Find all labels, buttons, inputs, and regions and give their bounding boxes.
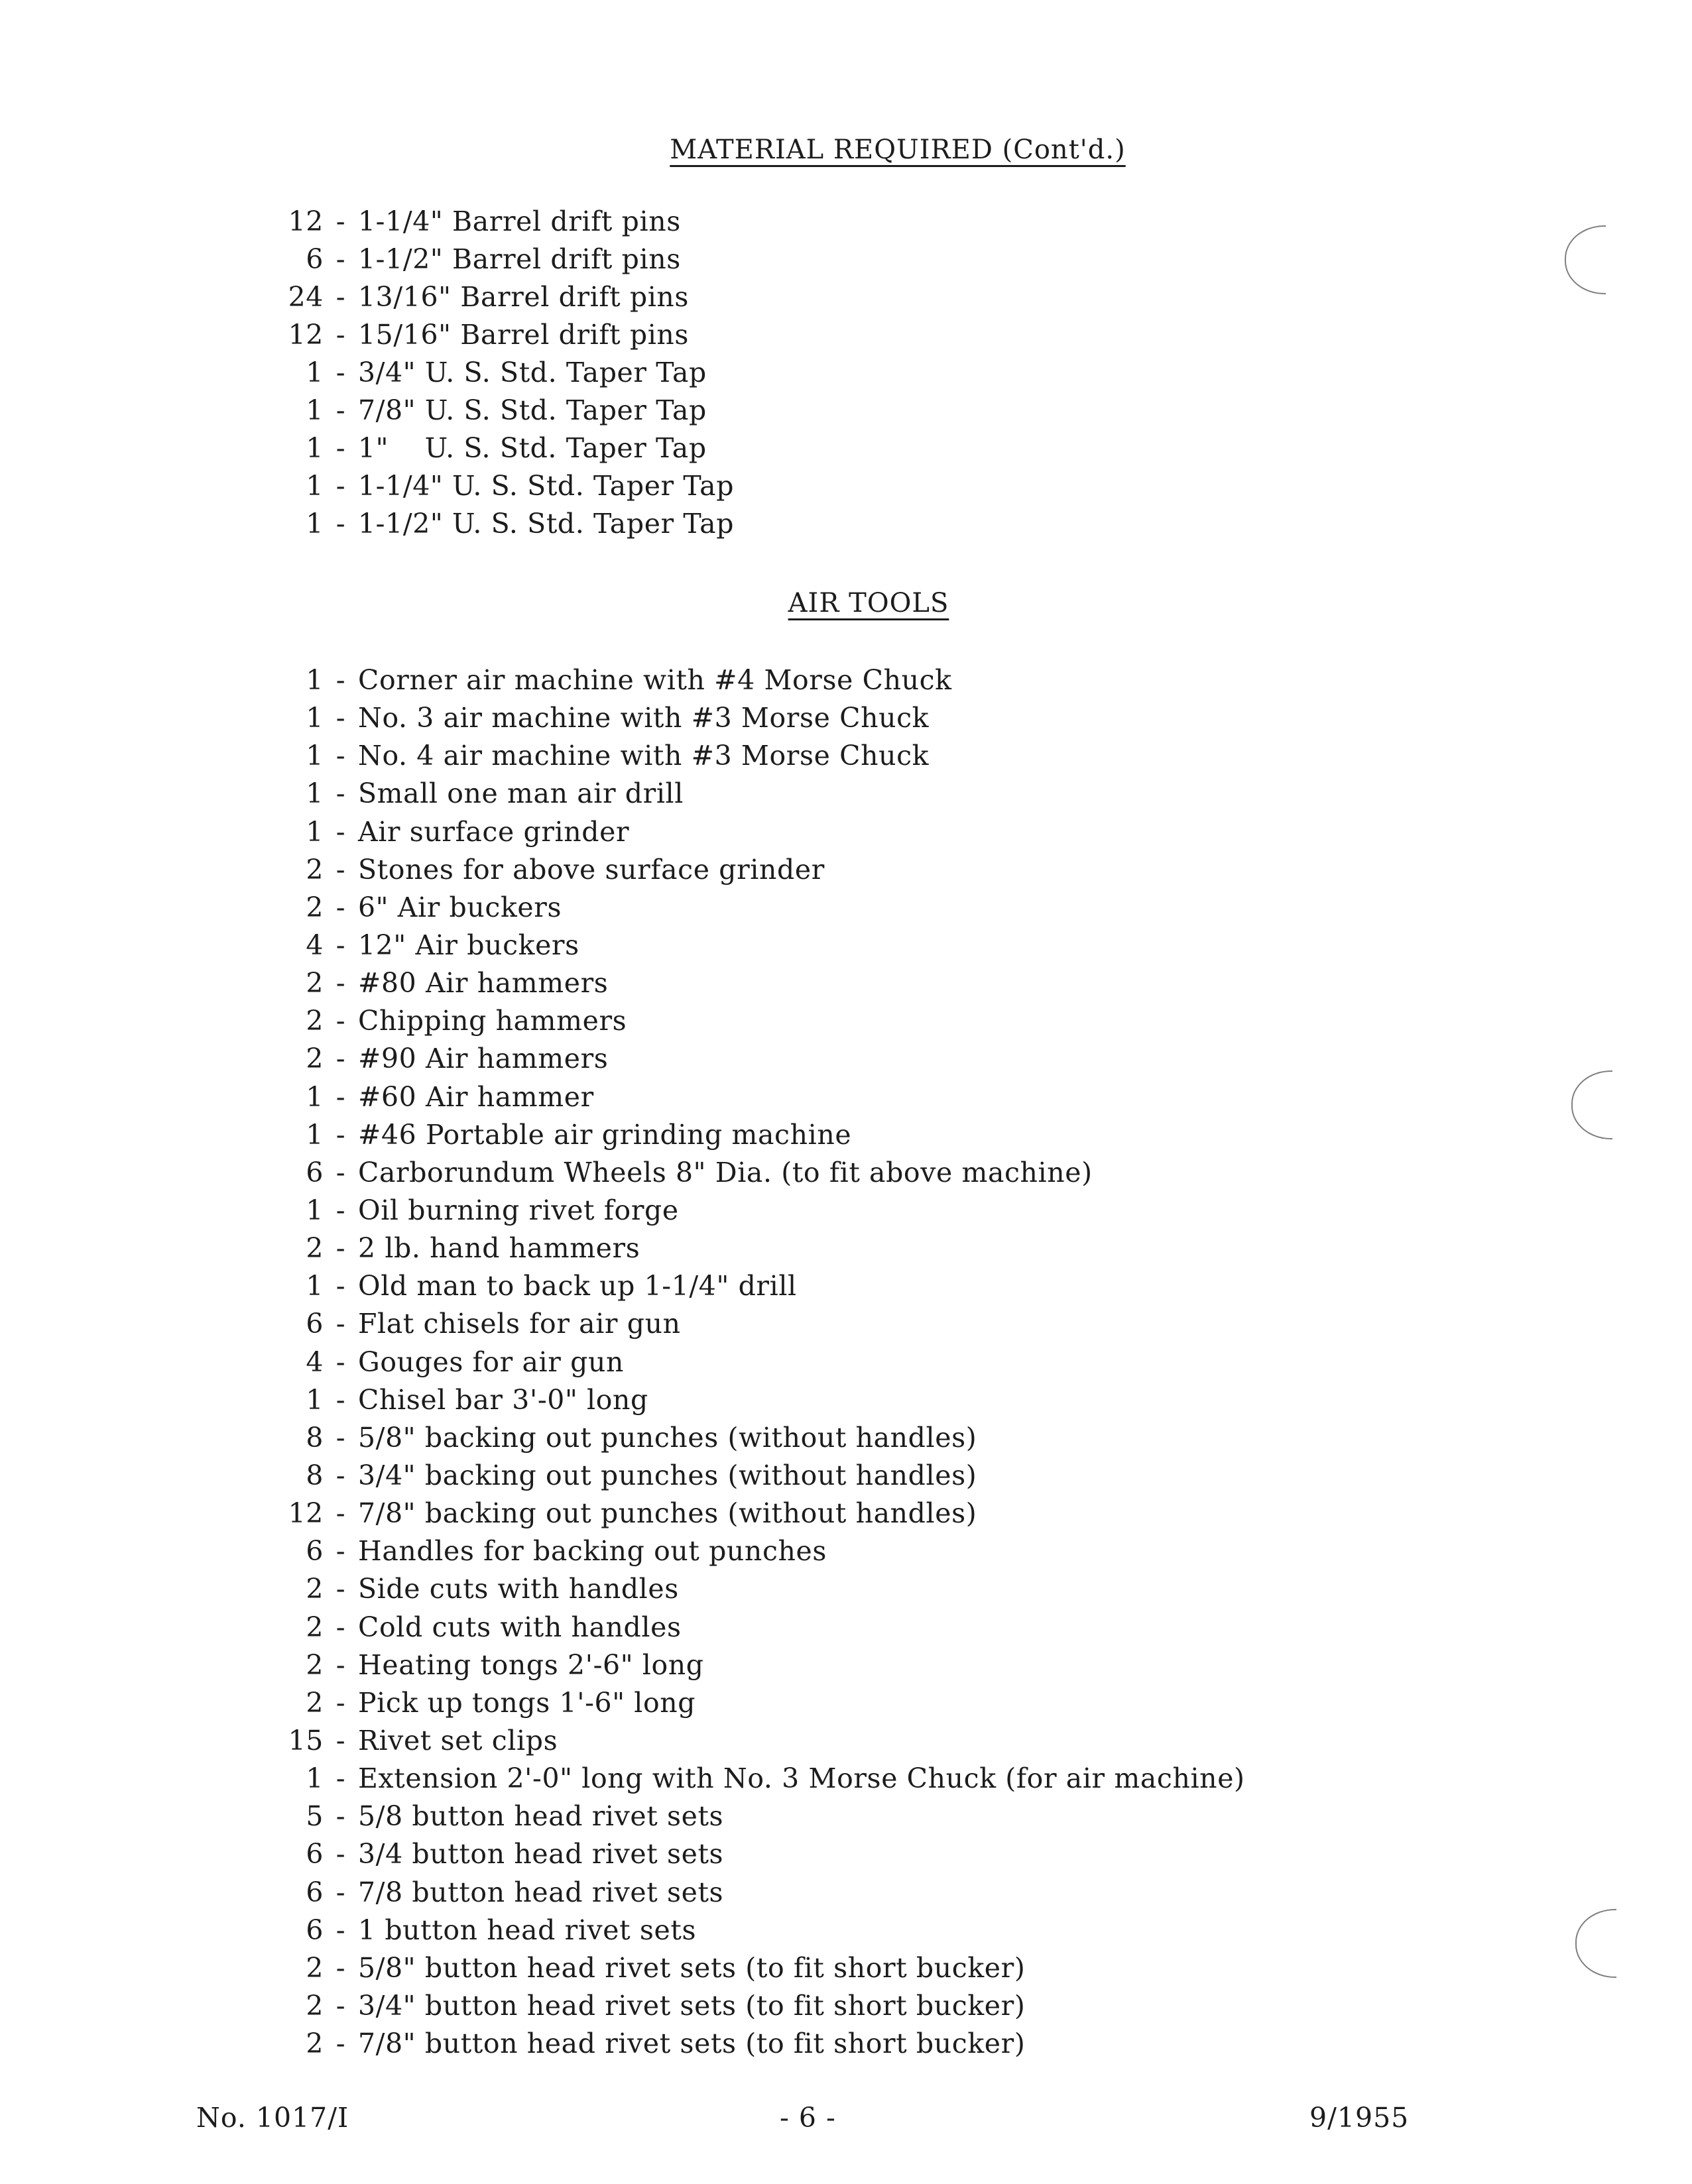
item-quantity: 1 [306,1118,324,1151]
list-item [0,505,734,543]
list-item [0,1835,1245,1873]
item-separator: - [335,1648,346,1681]
list-item [0,889,1245,927]
item-quantity: 15 [288,1724,324,1756]
item-description: Flat chisels for air gun [358,1308,681,1340]
air-tools-list [0,661,1245,2063]
section-heading-material-required [0,130,1692,170]
item-description: Stones for above surface grinder [358,853,825,886]
document-number: No. 1017/I [196,2102,349,2134]
item-separator: - [335,1308,346,1340]
item-quantity: 6 [306,1914,324,1946]
item-separator: - [335,1724,346,1756]
item-quantity: 1 [306,470,324,502]
item-description: 1-1/4" Barrel drift pins [358,205,681,237]
item-quantity: 6 [306,1308,324,1340]
list-item [0,1419,1245,1457]
list-item [0,316,734,354]
list-item [0,1532,1245,1570]
list-item [0,1949,1245,1987]
list-item [0,1798,1245,1835]
item-separator: - [335,1686,346,1719]
item-quantity: 1 [306,664,324,696]
list-item [0,775,1245,813]
item-quantity: 1 [306,740,324,772]
item-quantity: 2 [306,1573,324,1605]
item-description: Oil burning rivet forge [358,1194,679,1226]
item-quantity: 1 [306,1194,324,1226]
item-description: 7/8" button head rivet sets (to fit short bucker) [358,2028,1026,2060]
item-description: Pick up tongs 1'-6" long [358,1686,696,1719]
list-item [0,1722,1245,1760]
item-description: 1 button head rivet sets [358,1914,697,1946]
item-separator: - [335,1800,346,1833]
item-description: 12" Air buckers [358,929,579,961]
item-separator: - [335,1573,346,1605]
item-separator: - [335,394,346,426]
item-description: 3/4 button head rivet sets [358,1838,724,1870]
list-item [0,241,734,278]
item-separator: - [335,1914,346,1946]
item-description: 1-1/2" U. S. Std. Taper Tap [358,508,735,540]
item-quantity: 2 [306,1611,324,1643]
item-quantity: 2 [306,967,324,1000]
item-description: Gouges for air gun [358,1346,624,1378]
item-separator: - [335,891,346,923]
item-description: Handles for backing out punches [358,1535,827,1568]
list-item [0,699,1245,737]
item-separator: - [335,815,346,848]
item-quantity: 4 [306,929,324,961]
item-separator: - [335,1346,346,1378]
item-quantity: 12 [288,319,324,351]
list-item [0,964,1245,1002]
list-item [0,1154,1245,1192]
list-item [0,2025,1245,2063]
item-separator: - [335,1043,346,1075]
item-quantity: 1 [306,1762,324,1795]
item-separator: - [335,243,346,275]
list-item [0,1609,1245,1646]
list-item [0,1760,1245,1798]
item-description: No. 4 air machine with #3 Morse Chuck [358,740,930,772]
item-separator: - [335,1118,346,1151]
item-description: 3/4" U. S. Std. Taper Tap [358,357,707,388]
list-item [0,1912,1245,1949]
item-separator: - [335,281,346,313]
item-quantity: 1 [306,777,324,810]
item-description: 7/8" U. S. Std. Taper Tap [358,394,707,426]
list-item [0,737,1245,775]
item-description: #90 Air hammers [358,1043,609,1075]
item-quantity: 2 [306,1232,324,1265]
section-heading-text: MATERIAL REQUIRED (Cont'd.) [670,135,1126,165]
binder-hole-mark [1575,1909,1616,1978]
item-description: 7/8 button head rivet sets [358,1876,724,1908]
list-item [0,1987,1245,2025]
item-separator: - [335,853,346,886]
item-description: 1-1/4" U. S. Std. Taper Tap [358,470,735,502]
item-description: #46 Portable air grinding machine [358,1118,852,1151]
item-separator: - [335,777,346,810]
item-quantity: 2 [306,1989,324,2022]
list-item [0,1344,1245,1381]
item-separator: - [335,740,346,772]
item-description: Cold cuts with handles [358,1611,682,1643]
list-item [0,927,1245,964]
item-separator: - [335,1421,346,1454]
item-description: 6" Air buckers [358,891,562,923]
item-quantity: 1 [306,394,324,426]
item-quantity: 2 [306,1686,324,1719]
item-separator: - [335,205,346,237]
item-separator: - [335,432,346,464]
item-quantity: 1 [306,1383,324,1416]
item-separator: - [335,319,346,351]
list-item [0,1684,1245,1722]
item-quantity: 8 [306,1459,324,1491]
item-separator: - [335,2028,346,2060]
item-quantity: 1 [306,1080,324,1113]
item-quantity: 4 [306,1346,324,1378]
list-item [0,430,734,467]
list-item [0,392,734,430]
item-separator: - [335,1497,346,1530]
item-separator: - [335,1611,346,1643]
item-description: 2 lb. hand hammers [358,1232,640,1265]
list-item [0,354,734,392]
item-description: 5/8" button head rivet sets (to fit short bucker) [358,1951,1026,1984]
page-number: - 6 - [780,2102,836,2134]
item-separator: - [335,664,346,696]
item-quantity: 6 [306,1838,324,1870]
item-separator: - [335,1838,346,1870]
list-item [0,1230,1245,1267]
item-separator: - [335,1270,346,1302]
item-quantity: 2 [306,1951,324,1984]
binder-hole-mark [1565,225,1606,294]
item-separator: - [335,1194,346,1226]
item-separator: - [335,1232,346,1265]
item-separator: - [335,929,346,961]
item-separator: - [335,1383,346,1416]
list-item [0,1078,1245,1116]
item-separator: - [335,1876,346,1908]
item-description: Side cuts with handles [358,1573,679,1605]
item-description: #80 Air hammers [358,967,609,1000]
item-description: Extension 2'-0" long with No. 3 Morse Chuck (for air machine) [358,1762,1245,1795]
section-heading-air-tools [0,583,1692,623]
item-separator: - [335,1156,346,1188]
item-description: Corner air machine with #4 Morse Chuck [358,664,952,696]
item-separator: - [335,967,346,1000]
list-item [0,467,734,505]
list-item [0,1570,1245,1608]
item-description: Heating tongs 2'-6" long [358,1648,704,1681]
item-quantity: 1 [306,1270,324,1302]
item-quantity: 1 [306,357,324,388]
list-item [0,1305,1245,1343]
item-separator: - [335,1080,346,1113]
item-quantity: 1 [306,815,324,848]
binder-hole-mark [1571,1070,1612,1139]
item-description: 1" U. S. Std. Taper Tap [358,432,707,464]
item-quantity: 2 [306,891,324,923]
item-description: 5/8" backing out punches (without handles) [358,1421,977,1454]
item-separator: - [335,1951,346,1984]
item-quantity: 6 [306,1876,324,1908]
list-item [0,1381,1245,1419]
item-quantity: 2 [306,853,324,886]
item-description: 3/4" backing out punches (without handles) [358,1459,977,1491]
list-item [0,1040,1245,1078]
list-item [0,1002,1245,1040]
item-description: 7/8" backing out punches (without handles) [358,1497,977,1530]
item-description: Small one man air drill [358,777,684,810]
item-description: Chipping hammers [358,1005,627,1037]
document-date: 9/1955 [1309,2102,1410,2134]
item-description: Rivet set clips [358,1724,558,1756]
item-quantity: 5 [306,1800,324,1833]
list-item [0,851,1245,889]
material-list [0,203,734,543]
item-quantity: 6 [306,1156,324,1188]
list-item [0,1457,1245,1495]
item-quantity: 1 [306,508,324,540]
list-item [0,203,734,241]
item-description: #60 Air hammer [358,1080,594,1113]
list-item [0,1495,1245,1532]
item-quantity: 6 [306,243,324,275]
list-item [0,813,1245,851]
list-item [0,1646,1245,1684]
item-description: Chisel bar 3'-0" long [358,1383,648,1416]
item-separator: - [335,508,346,540]
list-item [0,1874,1245,1912]
item-description: 3/4" button head rivet sets (to fit short bucker) [358,1989,1026,2022]
item-description: 5/8 button head rivet sets [358,1800,724,1833]
list-item [0,278,734,316]
item-separator: - [335,1762,346,1795]
item-quantity: 6 [306,1535,324,1568]
item-quantity: 12 [288,205,324,237]
item-separator: - [335,1989,346,2022]
item-quantity: 1 [306,432,324,464]
item-separator: - [335,1459,346,1491]
item-quantity: 8 [306,1421,324,1454]
item-separator: - [335,357,346,388]
item-description: Air surface grinder [358,815,630,848]
section-heading-text: AIR TOOLS [788,588,949,618]
item-quantity: 2 [306,1043,324,1075]
item-separator: - [335,470,346,502]
item-description: 1-1/2" Barrel drift pins [358,243,681,275]
list-item [0,1116,1245,1154]
item-quantity: 24 [288,281,324,313]
item-description: Carborundum Wheels 8" Dia. (to fit above machine) [358,1156,1093,1188]
item-separator: - [335,1005,346,1037]
list-item [0,1267,1245,1305]
item-separator: - [335,1535,346,1568]
list-item [0,661,1245,699]
item-description: Old man to back up 1-1/4" drill [358,1270,797,1302]
item-quantity: 12 [288,1497,324,1530]
item-description: 15/16" Barrel drift pins [358,319,690,351]
list-item [0,1192,1245,1230]
item-description: 13/16" Barrel drift pins [358,281,690,313]
item-quantity: 2 [306,1005,324,1037]
item-description: No. 3 air machine with #3 Morse Chuck [358,702,930,734]
item-quantity: 2 [306,1648,324,1681]
item-quantity: 1 [306,702,324,734]
item-separator: - [335,702,346,734]
item-quantity: 2 [306,2028,324,2060]
